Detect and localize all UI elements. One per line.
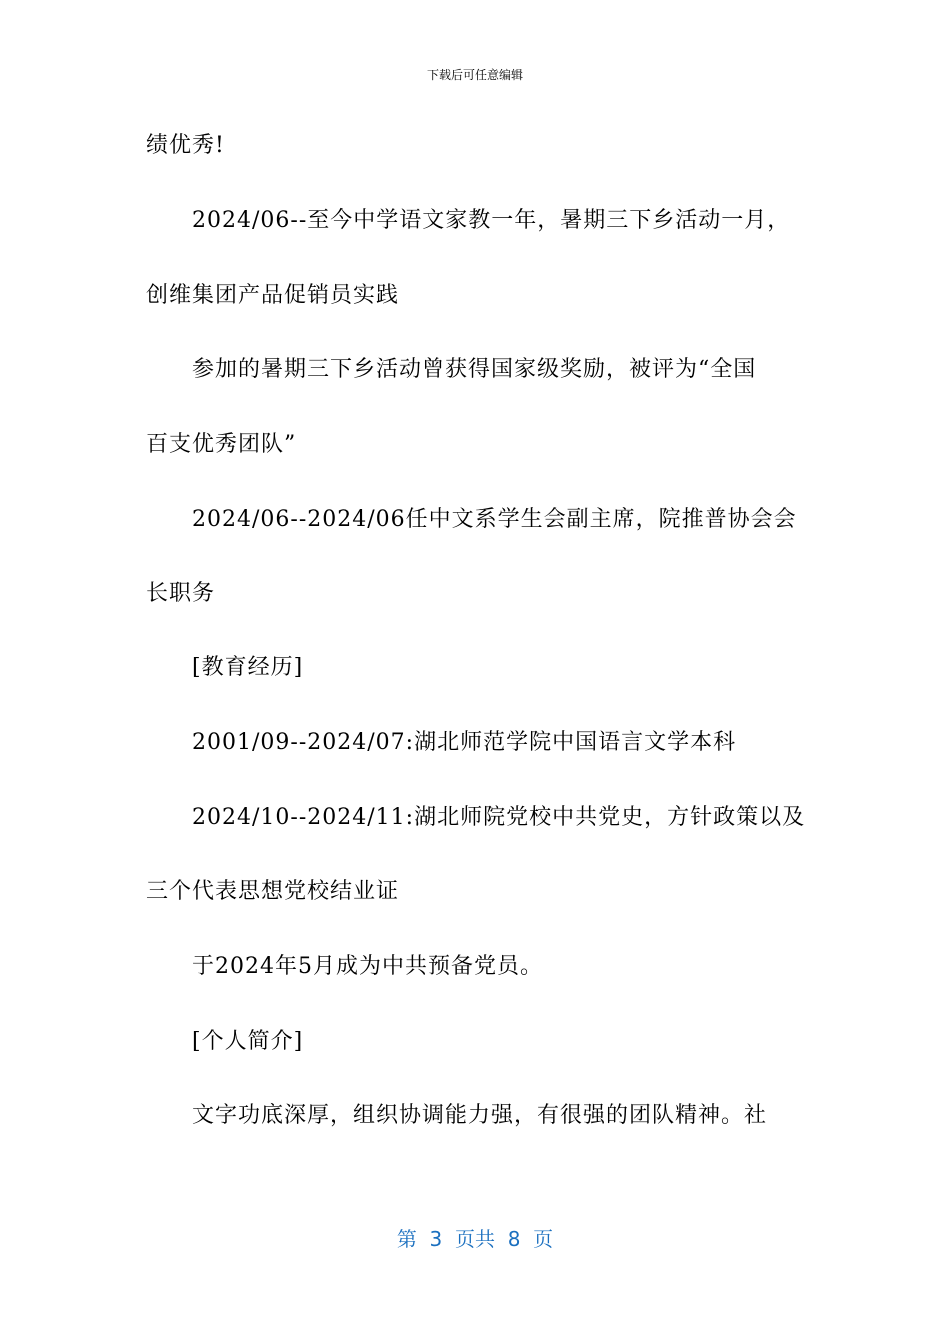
page-header-note: 下载后可任意编辑 (426, 68, 523, 82)
text-line: 创维集团产品促销员实践 (146, 283, 400, 308)
text-line: 百支优秀团队” (146, 432, 297, 457)
page-number-footer: 第 3 页共 8 页 (396, 1227, 554, 1251)
text-line: 2024/06--至今中学语文家教一年，暑期三下乡活动一月， (192, 208, 791, 233)
text-line: 三个代表思想党校结业证 (146, 879, 400, 904)
text-line: 文字功底深厚，组织协调能力强，有很强的团队精神。社 (192, 1103, 768, 1128)
text-line: 2001/09--2024/07:湖北师范学院中国语言文学本科 (192, 730, 737, 755)
text-line: 2024/10--2024/11:湖北师院党校中共党史，方针政策以及 (192, 805, 806, 830)
text-line: 绩优秀! (146, 133, 225, 158)
text-line: 2024/06--2024/06任中文系学生会副主席，院推普协会会 (192, 507, 797, 532)
text-line: 长职务 (146, 581, 216, 606)
text-line: 于2024年5月成为中共预备党员。 (192, 954, 543, 979)
text-line: 参加的暑期三下乡活动曾获得国家级奖励，被评为“全国 (192, 357, 757, 382)
section-heading-profile: [个人简介] (192, 1029, 304, 1054)
section-heading-education: [教育经历] (192, 655, 304, 680)
